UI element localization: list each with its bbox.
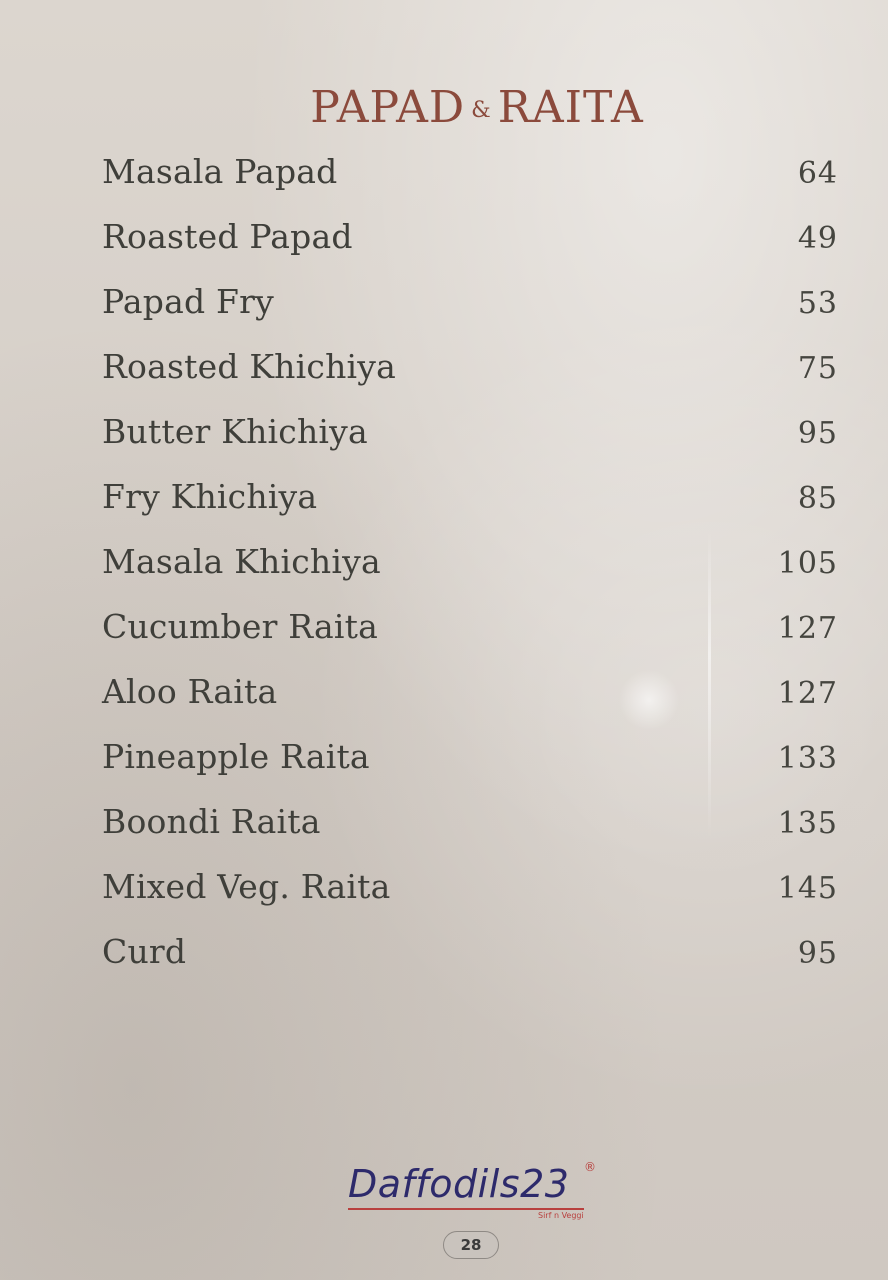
brand-name: Daffodils23 [348,1162,570,1206]
brand-logo [348,1160,598,1220]
item-name: Pineapple Raita [102,737,370,776]
section-title [0,82,888,133]
menu-item [102,282,838,347]
item-price: 127 [777,676,838,711]
brand-underline [348,1208,584,1210]
item-name: Papad Fry [102,282,274,321]
item-price: 133 [777,741,838,776]
item-price: 135 [777,806,838,841]
item-price: 95 [797,936,838,971]
item-name: Boondi Raita [102,802,321,841]
item-name: Fry Khichiya [102,477,318,516]
item-price: 85 [797,481,838,516]
item-name: Roasted Papad [102,217,353,256]
item-name: Roasted Khichiya [102,347,396,386]
menu-item [102,217,838,282]
menu-item [102,542,838,607]
menu-list [102,152,838,997]
item-price: 53 [797,286,838,321]
menu-item [102,932,838,997]
item-name: Masala Khichiya [102,542,381,581]
item-name: Aloo Raita [102,672,278,711]
menu-item [102,477,838,542]
menu-item [102,347,838,412]
registered-mark: ® [584,1160,596,1174]
brand-tagline: Sirf n Veggi [538,1211,584,1220]
item-price: 145 [777,871,838,906]
item-name: Masala Papad [102,152,338,191]
item-price: 75 [797,351,838,386]
title-left: PAPAD [310,82,466,133]
item-price: 49 [797,221,838,256]
title-right: RAITA [497,82,644,133]
menu-item [102,737,838,802]
item-name: Cucumber Raita [102,607,379,646]
menu-item [102,802,838,867]
menu-item [102,867,838,932]
item-price: 105 [777,546,838,581]
item-name: Curd [102,932,187,971]
item-name: Mixed Veg. Raita [102,867,391,906]
item-price: 64 [797,156,838,191]
item-price: 95 [797,416,838,451]
menu-item [102,607,838,672]
item-price: 127 [777,611,838,646]
menu-item [102,672,838,737]
item-name: Butter Khichiya [102,412,368,451]
page-number: 28 [443,1231,499,1259]
title-ampersand: & [471,98,492,123]
menu-item [102,152,838,217]
menu-item [102,412,838,477]
